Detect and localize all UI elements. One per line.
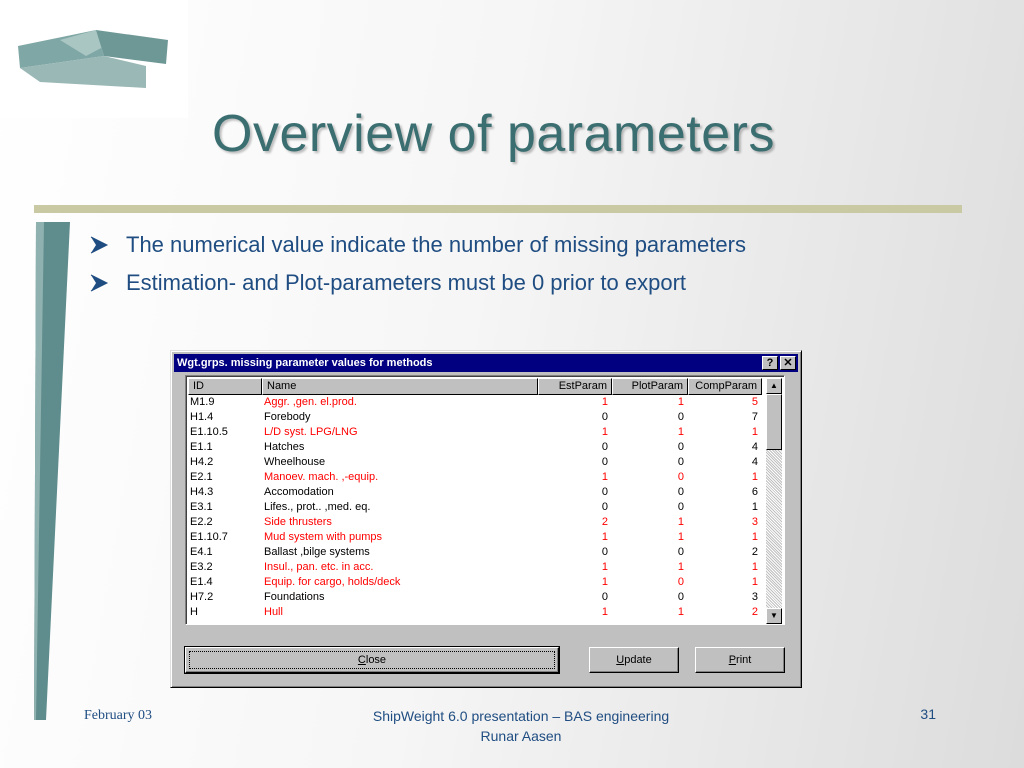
table-row[interactable] (188, 590, 768, 605)
table-row[interactable] (188, 425, 768, 440)
cell-id: H7.2 (190, 591, 214, 603)
cell-name: Insul., pan. etc. in acc. (264, 561, 374, 573)
cell-plot: 0 (677, 546, 684, 558)
cell-plot: 1 (677, 561, 684, 573)
cell-plot: 0 (677, 591, 684, 603)
cell-id: M1.9 (190, 396, 215, 408)
cell-comp: 4 (751, 456, 758, 468)
help-button[interactable]: ? (762, 356, 778, 370)
footer-presentation-title: ShipWeight 6.0 presentation – BAS engineering (372, 708, 670, 724)
cell-id: E3.1 (190, 501, 213, 513)
cell-comp: 1 (751, 531, 758, 543)
cell-name: Equip. for cargo, holds/deck (264, 576, 401, 588)
cell-est: 1 (601, 396, 608, 408)
cell-id: H4.2 (190, 456, 214, 468)
bullet-item (88, 228, 746, 262)
cell-est: 0 (601, 486, 608, 498)
cell-comp: 1 (751, 576, 758, 588)
table-row[interactable] (188, 470, 768, 485)
arrow-bullet-icon (88, 272, 110, 294)
table-row[interactable] (188, 605, 768, 620)
column-header-plotparam[interactable]: PlotParam (612, 378, 688, 395)
column-header-estparam[interactable]: EstParam (538, 378, 612, 395)
table-row[interactable] (188, 500, 768, 515)
dialog-titlebar[interactable] (174, 354, 798, 372)
table-row[interactable] (188, 455, 768, 470)
cell-est: 1 (601, 426, 608, 438)
cell-comp: 4 (751, 441, 758, 453)
cell-name: Hull (264, 606, 283, 618)
cell-name: Side thrusters (264, 516, 332, 528)
triangle-up-icon: ▲ (770, 381, 778, 390)
column-header-compparam[interactable]: CompParam (688, 378, 762, 395)
cell-id: E1.10.5 (190, 426, 228, 438)
table-row[interactable] (188, 560, 768, 575)
cell-name: Manoev. mach. ,-equip. (264, 471, 379, 483)
cell-name: Aggr. ,gen. el.prod. (264, 396, 357, 408)
column-header-name[interactable]: Name (262, 378, 538, 395)
cell-id: E1.1 (190, 441, 213, 453)
close-window-button[interactable] (780, 356, 796, 370)
footer-center (320, 706, 722, 746)
cell-comp: 1 (751, 561, 758, 573)
cell-id: H4.3 (190, 486, 214, 498)
cell-comp: 7 (751, 411, 758, 423)
bullet-text: The numerical value indicate the number of missing parameters (126, 232, 746, 257)
bullet-text: Estimation- and Plot-parameters must be 0 prior to export (126, 270, 687, 295)
cell-name: L/D syst. LPG/LNG (264, 426, 358, 438)
cell-plot: 1 (677, 531, 684, 543)
cell-plot: 0 (677, 411, 684, 423)
cell-name: Forebody (264, 411, 311, 423)
cell-comp: 1 (751, 426, 758, 438)
cell-name: Accomodation (264, 486, 334, 498)
left-accent-bar (0, 0, 70, 768)
cell-name: Wheelhouse (264, 456, 326, 468)
table-row[interactable] (188, 575, 768, 590)
footer-author: Runar Aasen (480, 728, 562, 744)
cell-id: E2.1 (190, 471, 213, 483)
cell-est: 1 (601, 576, 608, 588)
table-row[interactable] (188, 440, 768, 455)
missing-parameters-dialog (170, 350, 802, 688)
cell-comp: 3 (751, 516, 758, 528)
cell-id: H1.4 (190, 411, 214, 423)
print-button[interactable]: Print (695, 647, 785, 673)
close-icon: ✕ (783, 357, 793, 369)
cell-est: 0 (601, 546, 608, 558)
cell-comp: 1 (751, 501, 758, 513)
table-row[interactable] (188, 530, 768, 545)
cell-id: H (190, 606, 198, 618)
cell-comp: 2 (751, 606, 758, 618)
close-button[interactable] (185, 647, 559, 673)
vertical-scrollbar[interactable] (766, 378, 782, 624)
parameter-list[interactable] (185, 375, 785, 625)
list-body (188, 395, 768, 624)
cell-comp: 1 (751, 471, 758, 483)
table-row[interactable] (188, 395, 768, 410)
cell-est: 0 (601, 411, 608, 423)
scroll-thumb[interactable] (766, 394, 782, 450)
cell-plot: 0 (677, 441, 684, 453)
cell-id: E3.2 (190, 561, 213, 573)
close-button-label: Close (189, 651, 555, 669)
cell-plot: 0 (677, 486, 684, 498)
cell-name: Ballast ,bilge systems (264, 546, 370, 558)
cell-name: Hatches (264, 441, 305, 453)
table-row[interactable] (188, 485, 768, 500)
scroll-up-button[interactable] (766, 378, 782, 394)
cell-est: 1 (601, 531, 608, 543)
cell-id: E4.1 (190, 546, 213, 558)
slide-title: Overview of parameters (212, 105, 775, 163)
table-row[interactable] (188, 515, 768, 530)
cell-est: 0 (601, 456, 608, 468)
cell-est: 0 (601, 501, 608, 513)
triangle-down-icon: ▼ (770, 611, 778, 620)
cell-id: E1.4 (190, 576, 213, 588)
list-header (188, 378, 768, 395)
bullet-item (88, 266, 746, 300)
scroll-down-button[interactable] (766, 608, 782, 624)
column-header-id[interactable]: ID (188, 378, 262, 395)
cell-est: 1 (601, 561, 608, 573)
cell-id: E1.10.7 (190, 531, 228, 543)
table-row[interactable] (188, 545, 768, 560)
title-divider (34, 205, 962, 213)
cell-name: Mud system with pumps (264, 531, 382, 543)
cell-comp: 6 (751, 486, 758, 498)
cell-est: 1 (601, 606, 608, 618)
cell-comp: 2 (751, 546, 758, 558)
cell-plot: 0 (677, 501, 684, 513)
footer-date: February 03 (84, 708, 153, 723)
cell-comp: 3 (751, 591, 758, 603)
cell-est: 0 (601, 441, 608, 453)
cell-plot: 0 (677, 471, 684, 483)
cell-est: 0 (601, 591, 608, 603)
dialog-title: Wgt.grps. missing parameter values for methods (177, 357, 433, 369)
table-row[interactable] (188, 410, 768, 425)
cell-est: 1 (601, 471, 608, 483)
cell-id: E2.2 (190, 516, 213, 528)
arrow-bullet-icon (88, 234, 110, 256)
cell-name: Lifes., prot.. ,med. eq. (264, 501, 371, 513)
cell-comp: 5 (751, 396, 758, 408)
cell-name: Foundations (264, 591, 325, 603)
cell-plot: 1 (677, 396, 684, 408)
update-button[interactable]: Update (589, 647, 679, 673)
cell-plot: 1 (677, 426, 684, 438)
slide-number: 31 (920, 706, 936, 722)
cell-plot: 1 (677, 516, 684, 528)
cell-est: 2 (601, 516, 608, 528)
bullet-list (88, 228, 746, 304)
cell-plot: 0 (677, 456, 684, 468)
cell-plot: 1 (677, 606, 684, 618)
table-row[interactable] (188, 620, 768, 624)
cell-plot: 0 (677, 576, 684, 588)
